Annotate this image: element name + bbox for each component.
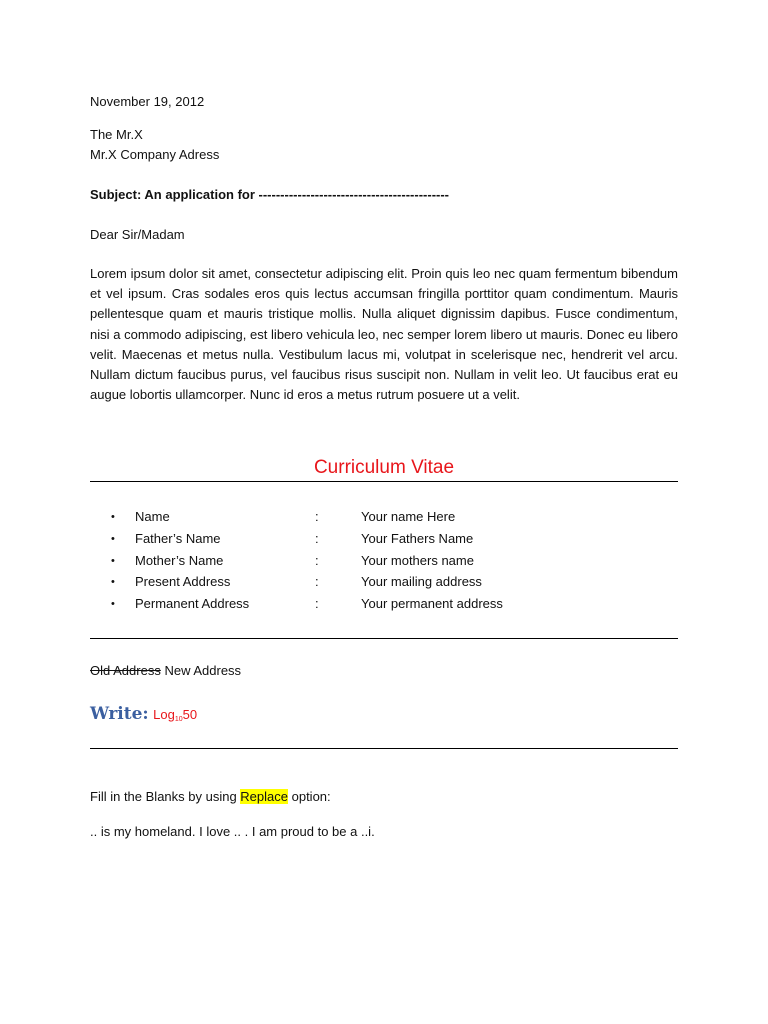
cv-value: Your Fathers Name: [361, 531, 474, 546]
salutation: Dear Sir/Madam: [90, 227, 185, 242]
cv-separator: :: [315, 574, 319, 589]
cv-separator: :: [315, 531, 319, 546]
old-address-struck: Old Address: [90, 663, 161, 678]
cv-label: Father’s Name: [135, 531, 221, 546]
replace-highlight: Replace: [240, 789, 288, 804]
cv-label: Name: [135, 509, 170, 524]
fill-blanks-instruction: [90, 789, 331, 805]
bullet-icon: •: [111, 555, 115, 567]
new-address: New Address: [164, 663, 242, 678]
divider: [90, 638, 678, 639]
divider: [90, 481, 678, 482]
cv-title: Curriculum Vitae: [313, 457, 455, 478]
cv-label: Present Address: [135, 574, 231, 589]
bullet-icon: •: [111, 598, 115, 610]
instruction-text: option:: [288, 789, 331, 804]
log-base-text: Log: [153, 707, 175, 722]
log-argument: 50: [182, 707, 198, 722]
write-label: Write:: [90, 704, 149, 724]
cv-separator: :: [315, 596, 319, 611]
fill-blanks-sentence: .. is my homeland. I love .. . I am proud to be a ..i.: [90, 824, 375, 839]
letter-body: Lorem ipsum dolor sit amet, consectetur adipiscing elit. Proin quis leo nec quam fermentum bibendum et vel ipsum. Cras sodales eros quis lectus accumsan fringilla porttitor quam condimentum. Mauris pellentesque quam et mauris tristique mollis. Nulla aliquet dignissim dapibus. Fusce condimentum, nisi a commodo adipiscing, est libero vehicula leo, nec semper lorem libero ut mauris. Donec eu libero velit. Maecenas et metus nulla. Vestibulum lacus mi, volutpat in scelerisque nec, hendrerit vel arcu. Nullam dictum faucibus purus, vel faucibus risus suscipit non. Nullam in velit leo. Ut faucibus erat eu augue lobortis ullamcorper. Nunc id eros a metus rutrum posuere ut a velit.: [90, 266, 678, 403]
cv-row-present-address: [90, 572, 678, 592]
cv-separator: :: [315, 553, 319, 568]
cv-value: Your name Here: [361, 509, 456, 524]
cv-row-name: [90, 507, 678, 527]
address-change-line: [90, 663, 241, 679]
cv-value: Your mailing address: [361, 574, 482, 589]
letter-date: November 19, 2012: [90, 94, 205, 109]
letter-subject: Subject: An application for --------------------------------------------: [90, 187, 450, 202]
cv-label: Mother’s Name: [135, 553, 224, 568]
write-line: [90, 704, 197, 730]
cv-value: Your mothers name: [361, 553, 474, 568]
log-subscript: 10: [174, 716, 183, 723]
bullet-icon: •: [111, 533, 115, 545]
recipient-address: Mr.X Company Adress: [90, 147, 220, 162]
cv-row-permanent-address: [90, 594, 678, 614]
bullet-icon: •: [111, 576, 115, 588]
cv-label: Permanent Address: [135, 596, 250, 611]
instruction-text: Fill in the Blanks by using: [90, 789, 241, 804]
recipient-name: The Mr.X: [90, 127, 143, 142]
cv-value: Your permanent address: [361, 596, 503, 611]
cv-separator: :: [315, 509, 319, 524]
log-expression: [153, 707, 197, 722]
divider: [90, 748, 678, 749]
cv-row-mothers-name: [90, 551, 678, 571]
cv-row-fathers-name: [90, 529, 678, 549]
bullet-icon: •: [111, 511, 115, 523]
